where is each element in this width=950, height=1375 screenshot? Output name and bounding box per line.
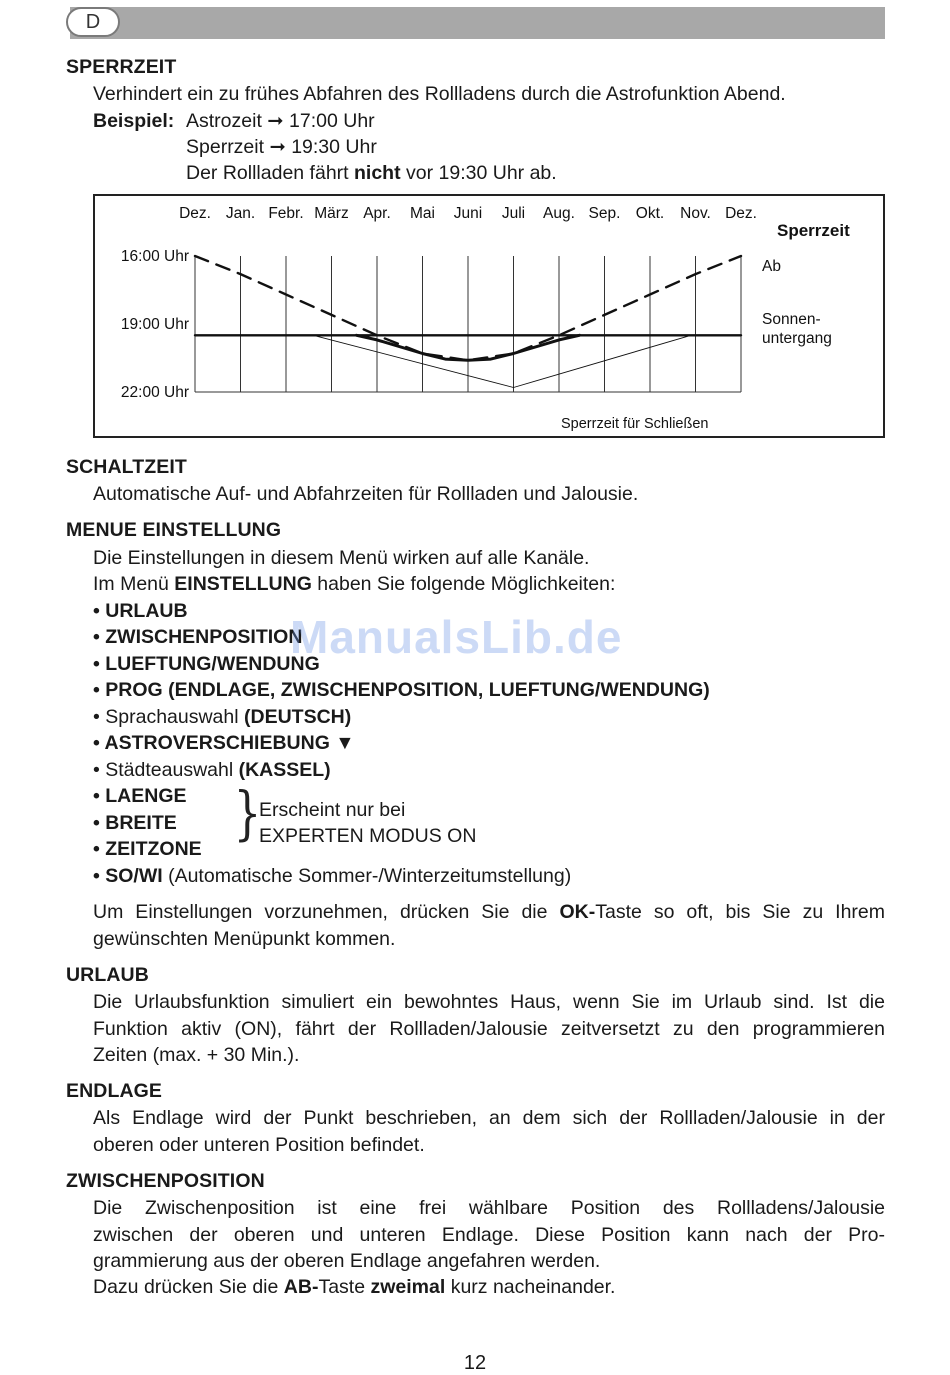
menu-item-laenge: • LAENGE (93, 785, 187, 807)
legend-ab: Ab (762, 258, 781, 275)
month-label: Febr. (268, 205, 304, 222)
section-title-zwischenposition: ZWISCHENPOSITION (66, 1170, 265, 1192)
menu-item-prog: • PROG (ENDLAGE, ZWISCHENPOSITION, LUEFTUNG/WENDUNG) (93, 679, 710, 701)
watermark: ManualsLib.de (290, 611, 623, 663)
month-label: Jan. (225, 205, 256, 222)
legend-sunset-2: untergang (762, 330, 832, 347)
menu-item-zwischenposition: • ZWISCHENPOSITION (93, 626, 303, 648)
month-label: Juni (453, 205, 483, 222)
page-number: 12 (463, 1352, 487, 1374)
y-tick-label: 16:00 Uhr (120, 248, 189, 265)
zwischen-line4: Dazu drücken Sie die AB-Taste zweimal kurz nacheinander. (93, 1276, 616, 1298)
legend-title: Sperrzeit (777, 221, 850, 240)
sperrzeit-chart (93, 194, 885, 438)
zwischen-line3: grammierung aus der oberen Endlage angefahren werden. (93, 1250, 601, 1272)
curly-brace-icon: } (233, 779, 262, 847)
schaltzeit-desc: Automatische Auf- und Abfahrzeiten für Rollladen und Jalousie. (93, 483, 639, 505)
menu-item-zeitzone: • ZEITZONE (93, 838, 202, 860)
endlage-line1: Als Endlage wird der Punkt beschrieben, an dem sich der Rollladen/Jalousie in der (93, 1107, 885, 1129)
menu-item-astroverschiebung: • ASTROVERSCHIEBUNG ▼ (93, 732, 355, 754)
month-label: Okt. (635, 205, 665, 222)
urlaub-line1: Die Urlaubsfunktion simuliert ein bewohntes Haus, wenn Sie im Urlaub sind. Ist die (93, 991, 885, 1013)
example-sperr: Sperrzeit ➞ 19:30 Uhr (186, 136, 377, 158)
section-title-schaltzeit: SCHALTZEIT (66, 456, 187, 478)
example-label: Beispiel: (93, 110, 175, 132)
month-label: Sep. (588, 205, 621, 222)
month-label: Dez. (725, 205, 757, 222)
section-title-urlaub: URLAUB (66, 964, 149, 986)
y-tick-label: 19:00 Uhr (120, 316, 189, 333)
month-label: Juli (501, 205, 526, 222)
example-result: Der Rollladen fährt nicht vor 19:30 Uhr ab. (186, 162, 557, 184)
chart-annotation: Sperrzeit für Schließen (561, 416, 709, 432)
expert-note-line2: EXPERTEN MODUS ON (259, 825, 477, 847)
ok-instruction-line2: gewünschten Menüpunkt kommen. (93, 928, 396, 950)
urlaub-line3: Zeiten (max. + 30 Min.). (93, 1044, 300, 1066)
menu-item-lueftung: • LUEFTUNG/WENDUNG (93, 653, 320, 675)
legend-sunset-1: Sonnen- (762, 311, 821, 328)
ok-instruction-line1: Um Einstellungen vorzunehmen, drücken Sie die OK-Taste so oft, bis Sie zu Ihrem (93, 901, 885, 923)
menu-item-sowi: • SO/WI (Automatische Sommer-/Winterzeitumstellung) (93, 865, 572, 887)
zwischen-line1: Die Zwischenposition ist eine frei wählbare Position des Rollladens/Jalousie (93, 1197, 885, 1219)
section-title-sperrzeit: SPERRZEIT (66, 56, 177, 78)
section-title-menue: MENUE EINSTELLUNG (66, 519, 282, 541)
month-label: Dez. (179, 205, 211, 222)
y-tick-label: 22:00 Uhr (120, 384, 189, 401)
menu-item-breite: • BREITE (93, 812, 177, 834)
series-line-sperrzeit-f-r-schlie-en (313, 335, 691, 387)
menue-line2: Im Menü EINSTELLUNG haben Sie folgende Möglichkeiten: (93, 573, 616, 595)
endlage-line2: oberen oder unteren Position befindet. (93, 1134, 425, 1156)
month-label: Nov. (680, 205, 711, 222)
menu-item-staedteauswahl: • Städteauswahl (KASSEL) (93, 759, 331, 781)
month-label: März (314, 205, 349, 222)
sperrzeit-desc: Verhindert ein zu frühes Abfahren des Rollladens durch die Astrofunktion Abend. (93, 83, 786, 105)
zwischen-line2: zwischen der oberen und unteren Endlage. Diese Position kann nach der Pro- (93, 1224, 885, 1246)
expert-note-line1: Erscheint nur bei (259, 799, 406, 821)
urlaub-line2: Funktion aktiv (ON), fährt der Rollladen/Jalousie zeitversetzt zu den programmieren (93, 1018, 885, 1040)
menue-line1: Die Einstellungen in diesem Menü wirken auf alle Kanäle. (93, 547, 590, 569)
section-title-endlage: ENDLAGE (66, 1080, 163, 1102)
month-label: Aug. (543, 205, 575, 222)
chart-svg (95, 196, 887, 440)
menu-item-sprachauswahl: • Sprachauswahl (DEUTSCH) (93, 706, 352, 728)
menu-item-urlaub: • URLAUB (93, 600, 188, 622)
header-bar (70, 7, 885, 39)
example-astro: Astrozeit ➞ 17:00 Uhr (186, 110, 375, 132)
month-label: Mai (410, 205, 435, 222)
language-tab: D (66, 7, 120, 37)
month-label: Apr. (363, 205, 391, 222)
